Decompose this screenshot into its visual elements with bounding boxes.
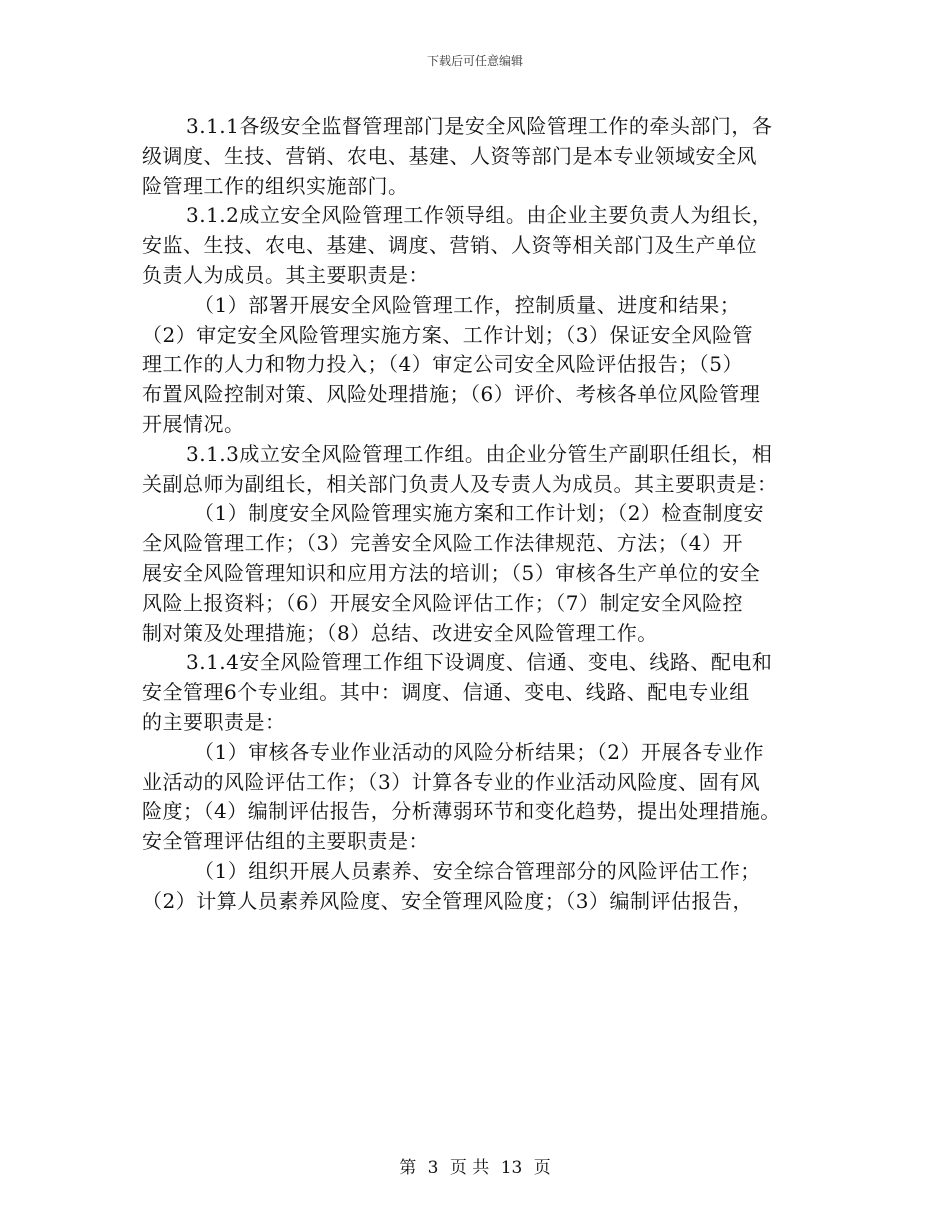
paragraph-line: 的主要职责是： [142, 709, 286, 734]
paragraph-line: 理工作的人力和物力投入；（4）审定公司安全风险评估报告；（5） [142, 352, 743, 377]
paragraph-line: 业活动的风险评估工作；（3）计算各专业的作业活动风险度、固有风 [142, 769, 761, 794]
document-body [142, 112, 822, 917]
paragraph-line: 负责人为成员。其主要职责是： [142, 262, 429, 287]
page-number: 3 [427, 1158, 439, 1178]
paragraph-line: 3.1.3成立安全风险管理工作组。由企业分管生产副职任组长，相 [186, 441, 773, 466]
paragraph-line: 险管理工作的组织实施部门。 [142, 173, 409, 198]
paragraph-line: 关副总师为副组长，相关部门负责人及专责人为成员。其主要职责是： [142, 471, 778, 496]
paragraph-line: 3.1.2成立安全风险管理工作领导组。由企业主要负责人为组长， [186, 203, 773, 228]
paragraph-line: 险度；（4）编制评估报告，分析薄弱环节和变化趋势，提出处理措施。 [142, 799, 781, 824]
paragraph-line: 级调度、生技、营销、农电、基建、人资等部门是本专业领域安全风 [142, 143, 757, 168]
paragraph-line: （1）部署开展安全风险管理工作，控制质量、进度和结果； [194, 292, 741, 317]
page-number-suffix: 页 [533, 1158, 551, 1178]
paragraph-line: （1）组织开展人员素养、安全综合管理部分的风险评估工作； [194, 858, 761, 883]
paragraph-line: 展安全风险管理知识和应用方法的培训；（5）审核各生产单位的安全 [142, 560, 761, 585]
paragraph-line: 安全管理6个专业组。其中：调度、信通、变电、线路、配电专业组 [142, 680, 750, 705]
paragraph-line: 全风险管理工作；（3）完善安全风险工作法律规范、方法；（4）开 [142, 531, 743, 556]
paragraph-line: 布置风险控制对策、风险处理措施；（6）评价、考核各单位风险管理 [142, 382, 761, 407]
paragraph-line: （1）制度安全风险管理实施方案和工作计划；（2）检查制度安 [194, 501, 764, 526]
page-footer [0, 1153, 950, 1178]
paragraph-line: 风险上报资料；（6）开展安全风险评估工作；（7）制定安全风险控 [142, 590, 743, 615]
paragraph-line: 安全管理评估组的主要职责是： [142, 829, 429, 854]
page-number-middle: 页 共 [449, 1158, 490, 1178]
page-header: 下载后可任意编辑 [426, 54, 523, 68]
paragraph-line: （1）审核各专业作业活动的风险分析结果；（2）开展各专业作 [194, 739, 764, 764]
paragraph-line: （2）计算人员素养风险度、安全管理风险度；（3）编制评估报告， [142, 888, 753, 913]
paragraph-line: 3.1.1各级安全监督管理部门是安全风险管理工作的牵头部门，各 [186, 114, 773, 138]
paragraph-line: 制对策及处理措施；（8）总结、改进安全风险管理工作。 [142, 620, 658, 645]
paragraph-line: （2）审定安全风险管理实施方案、工作计划；（3）保证安全风险管 [142, 322, 753, 347]
paragraph-line: 安监、生技、农电、基建、调度、营销、人资等相关部门及生产单位 [142, 233, 757, 258]
page-number-prefix: 第 [399, 1158, 417, 1178]
page-total: 13 [500, 1158, 523, 1178]
paragraph-line: 3.1.4安全风险管理工作组下设调度、信通、变电、线路、配电和 [186, 650, 773, 675]
paragraph-line: 开展情况。 [142, 411, 245, 436]
